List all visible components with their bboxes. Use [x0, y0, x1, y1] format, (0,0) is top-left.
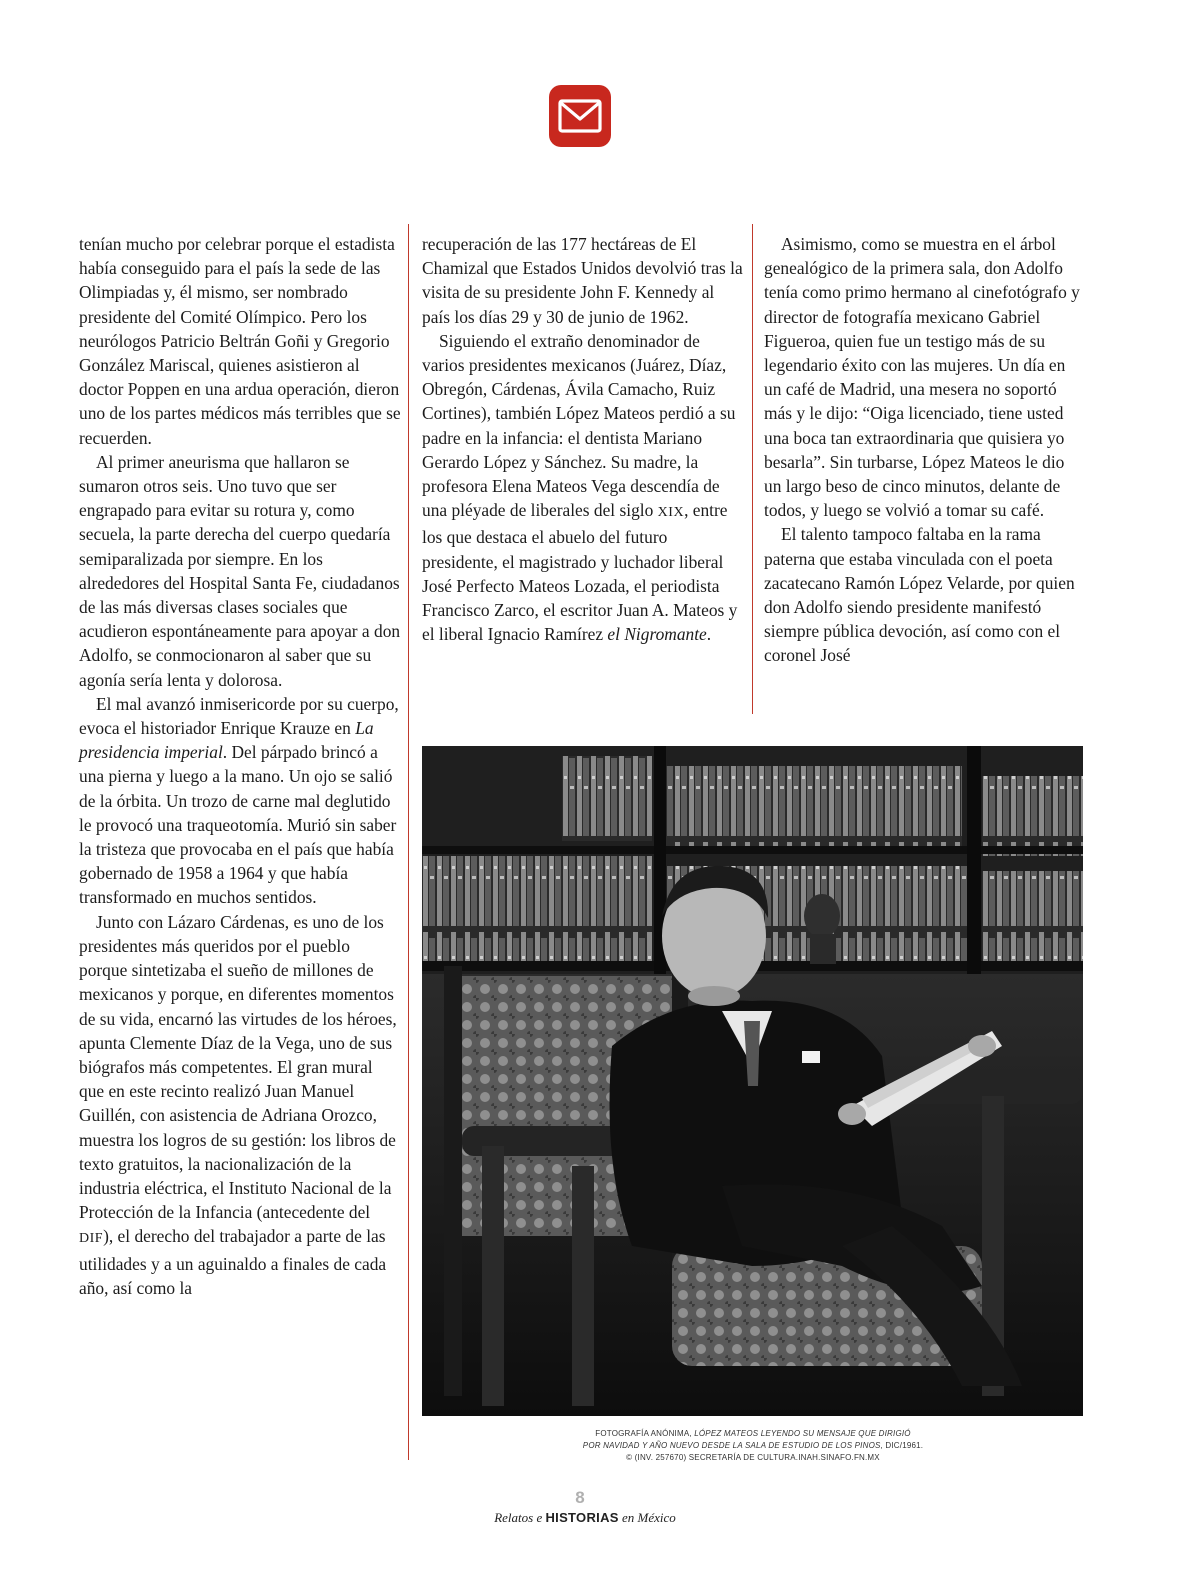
text-column-2 — [422, 232, 744, 646]
roman-numeral: XIX — [657, 505, 685, 521]
text-run: ), el derecho del trabajador a parte de las utilidades y a un aguinaldo a finales de cada año, así como la — [79, 1226, 387, 1298]
masthead-text: Relatos e — [494, 1510, 546, 1525]
masthead-bold: HISTORIAS — [545, 1510, 619, 1525]
caption-date: , DIC/1961. — [880, 1441, 924, 1450]
text-run: Junto con Lázaro Cárdenas, es uno de los presidentes más queridos por el pueblo porque sintetizaba el sueño de millones de mexicanos y porque, en diferentes momentos de su vida, encarnó las virtudes de los héroes, apunta Clemente Díaz de la Vega, uno de sus biógrafos más competentes. El gran mural que en este recinto realizó Juan Manuel Guillén, con asistencia de Adriana Orozco, muestra los logros de su gestión: los libros de texto gratuitos, la nacionalización de la industria eléctrica, el Instituto Nacional de la Protección de la Infancia (antecedente del — [79, 911, 397, 1223]
page-number: 8 — [575, 1488, 585, 1507]
photo-caption — [540, 1428, 966, 1464]
caption-line-3: © (INV. 257670) SECRETARÍA DE CULTURA.INAH.SINAFO.FN.MX — [626, 1453, 880, 1462]
masthead-text: en México — [618, 1510, 676, 1525]
paragraph — [422, 329, 744, 647]
mail-icon — [558, 99, 602, 133]
column-rule-right — [752, 224, 753, 714]
text-run: , entre los que destaca el abuelo del futuro presidente, el magistrado y luchador liberal José Perfecto Mateos Lozada, el periodista Francisco Zarco, el escritor Juan A. Mateos y el liberal Ignacio Ramírez — [422, 500, 738, 645]
text-run: Siguiendo el extraño denominador de varios presidentes mexicanos (Juárez, Díaz, Obregón, Cárdenas, Ávila Camacho, Ruiz Cortines), también López Mateos perdió a su padre en la infancia: el dentista Mariano Gerardo López y Sánchez. Su madre, la profesora Elena Mateos Vega descendía de una pléyade de liberales del siglo — [422, 330, 736, 521]
caption-credit: FOTOGRAFÍA ANÓNIMA, — [595, 1429, 695, 1438]
paragraph: recuperación de las 177 hectáreas de El Chamizal que Estados Unidos devolvió tras la visita de su presidente John F. Kennedy al país los días 29 y 30 de junio de 1962. — [422, 234, 743, 327]
caption-line-2 — [540, 1440, 966, 1452]
book-title: La presidencia imperial — [79, 718, 374, 763]
caption-title: LÓPEZ MATEOS LEYENDO SU MENSAJE QUE DIRIGIÓ — [694, 1429, 911, 1438]
paragraph: tenían mucho por celebrar porque el estadista había conseguido para el país la sede de las Olimpiadas y, él mismo, ser nombrado presidente del Comité Olímpico. Pero los neurólogos Patricio Beltrán Goñi y Gregorio González Mariscal, quienes asistieron al doctor Poppen en una ardua operación, dieron uno de los partes médicos más terribles que se recuerden. — [79, 234, 401, 448]
paragraph — [79, 692, 401, 910]
paragraph — [79, 910, 401, 1300]
photograph — [422, 746, 1083, 1416]
text-run: . — [706, 624, 712, 645]
acronym: DIF — [79, 1231, 104, 1247]
caption-line-1 — [540, 1428, 966, 1440]
caption-title: POR NAVIDAD Y AÑO NUEVO DESDE LA SALA DE ESTUDIO DE LOS PINOS — [582, 1441, 881, 1450]
nickname: el Nigromante — [607, 624, 707, 645]
paragraph: Al primer aneurisma que hallaron se sumaron otros seis. Uno tuvo que ser engrapado para evitar su rotura y, como secuela, la parte derecha del cuerpo quedaría semiparalizada por siempre. En los alrededores del Hospital Santa Fe, ciudadanos de las más diversas clases sociales que acudieron espontáneamente para apoyar a don Adolfo, se conmocionaron al saber que su agonía sería lenta y dolorosa. — [79, 451, 401, 690]
text-column-3 — [764, 232, 1086, 668]
paragraph: Asimismo, como se muestra en el árbol genealógico de la primera sala, don Adolfo tenía como primo hermano al cinefotógrafo y director de fotografía mexicano Gabriel Figueroa, quien fue un testigo más de su legendario éxito con las mujeres. Un día en un café de Madrid, una mesera no soportó más y le dijo: “Oiga licenciado, tiene usted una boca tan extraordinaria que quisiera yo besarla”. Sin turbarse, López Mateos le dio un largo beso de cinco minutos, delante de todos, y luego se volvió a tomar su café. — [764, 234, 1080, 521]
column-rule-left — [408, 224, 409, 1460]
text-run: . Del párpado brincó a una pierna y luego a la mano. Un ojo se salió de la órbita. Un trozo de carne mal deglutido le provocó una traqueotomía. Murió sin saber la tristeza que provocaba en el país que había gobernado de 1958 a 1964 y que había transformado en muchos sentidos. — [79, 742, 397, 908]
text-run: El mal avanzó inmisericorde por su cuerpo, evoca el historiador Enrique Krauze en — [79, 693, 399, 739]
paragraph: El talento tampoco faltaba en la rama paterna que estaba vinculada con el poeta zacatecano Ramón López Velarde, por quien don Adolfo siendo presidente manifestó siempre pública devoción, así como con el coronel José — [764, 524, 1075, 666]
text-column-1 — [79, 232, 401, 1300]
mail-badge — [549, 85, 611, 147]
photo-illustration — [422, 746, 1083, 1416]
magazine-masthead — [0, 1510, 1170, 1526]
